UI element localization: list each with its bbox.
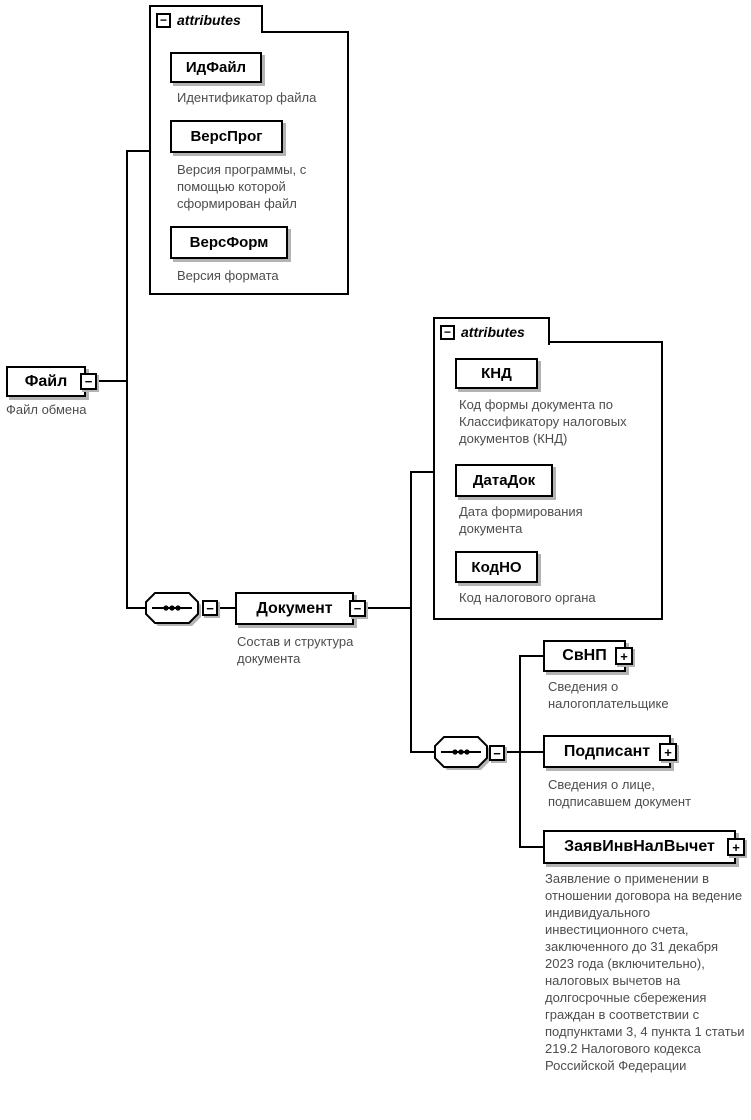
attribute-annotation: Код формы документа по Классификатору налоговых документов (КНД) [459, 397, 627, 446]
collapse-icon[interactable]: − [440, 325, 455, 340]
element-annotation: Заявление о применении в отношении договора на ведение индивидуального инвестиционного счета, заключенного до 31 декабря 2023 года (включительно), налоговых вычетов на долгосрочные сбережения граждан в соответствии с подпунктами 3, 4 пункта 1 статьи 219.2 Налогового кодекса Российской Федерации [545, 871, 745, 1073]
collapse-icon[interactable]: − [349, 600, 366, 617]
attribute-annotation: Версия программы, с помощью которой сформирован файл [177, 162, 307, 211]
element-annotation: Сведения о лице, подписавшем документ [548, 777, 692, 809]
attribute-node-versprog[interactable]: ВерсПрог [170, 120, 283, 153]
collapse-icon[interactable]: − [202, 600, 218, 616]
collapse-icon[interactable]: − [156, 13, 171, 28]
attributes-label: attributes [461, 324, 525, 340]
element-annotation: Файл обмена [6, 402, 87, 417]
collapse-icon[interactable]: − [489, 745, 505, 761]
root-attributes-tab [149, 5, 263, 33]
attribute-annotation: Идентификатор файла [177, 90, 317, 105]
attribute-node-kodno[interactable]: КодНО [455, 551, 538, 583]
element-node-zayavinvnalvychet[interactable]: ЗаявИнвНалВычет [543, 830, 736, 864]
attribute-node-knd[interactable]: КНД [455, 358, 538, 389]
attribute-annotation: Дата формирования документа [459, 504, 583, 536]
element-node-file[interactable]: Файл [6, 366, 86, 397]
attributes-label: attributes [177, 12, 241, 28]
attribute-annotation: Версия формата [177, 268, 279, 283]
element-annotation: Сведения о налогоплательщике [548, 679, 669, 711]
element-node-svnp[interactable]: СвНП [543, 640, 626, 672]
attribute-annotation: Код налогового органа [459, 590, 596, 605]
expand-icon[interactable]: + [659, 743, 677, 761]
attribute-node-datadok[interactable]: ДатаДок [455, 464, 553, 497]
expand-icon[interactable]: + [727, 838, 745, 856]
sequence-icon[interactable] [145, 590, 203, 628]
collapse-icon[interactable]: − [80, 373, 97, 390]
element-node-podpisant[interactable]: Подписант [543, 735, 671, 768]
attribute-node-idfile[interactable]: ИдФайл [170, 52, 262, 83]
expand-icon[interactable]: + [615, 647, 633, 665]
document-attributes-tab [433, 317, 550, 345]
attribute-node-versform[interactable]: ВерсФорм [170, 226, 288, 259]
element-annotation: Состав и структура документа [237, 634, 354, 666]
sequence-icon[interactable] [434, 734, 492, 772]
element-node-document[interactable]: Документ [235, 592, 354, 625]
